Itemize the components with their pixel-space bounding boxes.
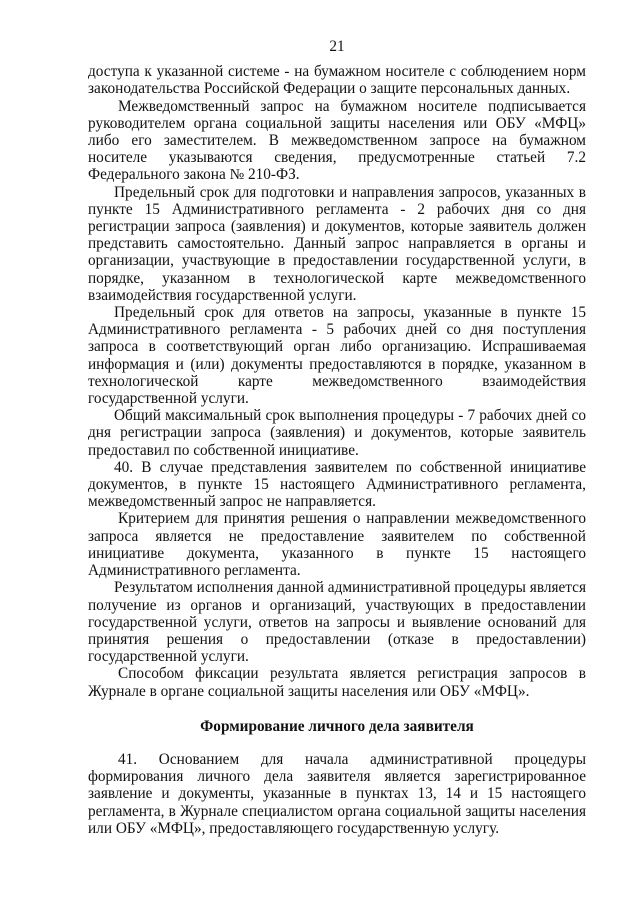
paragraph-item-41: 41. Основанием для начала административной процедуры формирования личного дела заявителя является зарегистрированное заявление и документы, указанные в пунктах 13, 14 и 15 настоящего регламента, в Журнале специалистом органа социальной защиты населения или ОБУ «МФЦ», предоставляющего государственную услугу. [88,750,586,837]
paragraph-access-continuation: доступа к указанной системе - на бумажном носителе с соблюдением норм законодательства Российской Федерации о защите персональных данных. [88,63,586,98]
paragraph-result-fixation: Способом фиксации результата является регистрация запросов в Журнале в органе социальной защиты населения или ОБУ «МФЦ». [88,665,586,700]
paragraph-item-40: 40. В случае представления заявителем по собственной инициативе документов, в пункте 15 настоящего Административного регламента, межведомственный запрос не направляется. [88,458,586,511]
paragraph-procedure-result: Результатом исполнения данной административной процедуры является получение из органов и организаций, участвующих в предоставлении государственной услуги, ответов на запросы и выявление оснований для принятия решения о предоставлении (отказе в предоставлении) государственной услуги. [88,579,586,666]
paragraph-total-deadline: Общий максимальный срок выполнения процедуры - 7 рабочих дней со дня регистрации запроса (заявления) и документов, которые заявитель предоставил по собственной инициативе. [88,407,586,459]
page-number: 21 [329,38,345,55]
section-heading: Формирование личного дела заявителя [200,717,474,735]
paragraph-paper-request: Межведомственный запрос на бумажном носителе подписывается руководителем органа социальной защиты населения или ОБУ «МФЦ» либо его заместителем. В межведомственном запросе на бумажном носителе указываются сведения, предусмотренные статьей 7.2 Федерального закона № 210-ФЗ. [88,97,586,184]
paragraph-preparation-deadline: Предельный срок для подготовки и направления запросов, указанных в пункте 15 Административного регламента - 2 рабочих дня со дня регистрации запроса (заявления) и документов, которые заявитель должен представить самостоятельно. Данный запрос направляется в органы и организации, участвующие в предоставлении государственной услуги, в порядке, указанном в технологической карте межведомственного взаимодействия государственной услуги. [88,183,586,304]
paragraph-response-deadline: Предельный срок для ответов на запросы, указанные в пункте 15 Административного регламента - 5 рабочих дней со дня поступления запроса в соответствующий орган либо организацию. Испрашиваемая информация и (или) документы предоставляются в порядке, указанном в технологической карте межведомственного взаимодействия государственной услуги. [88,304,586,408]
paragraph-decision-criterion: Критерием для принятия решения о направлении межведомственного запроса является не предоставление заявителем по собственной инициативе документа, указанного в пункте 15 настоящего Административного регламента. [88,510,586,580]
